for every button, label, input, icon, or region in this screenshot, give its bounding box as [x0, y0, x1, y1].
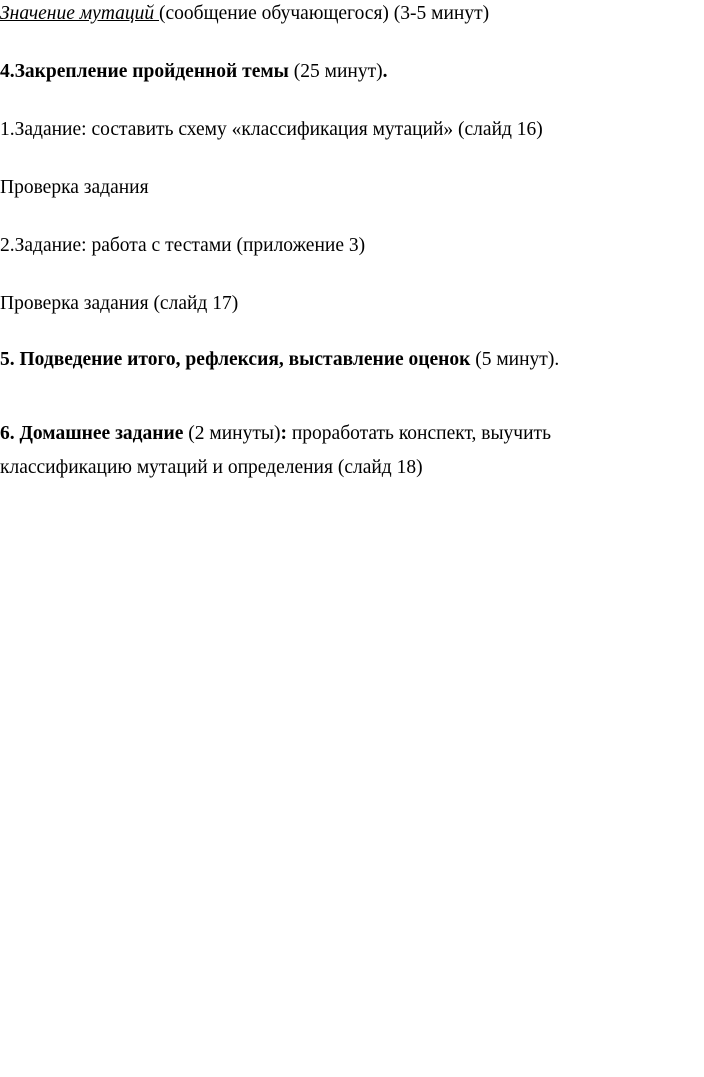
section-6-text-continued: классификацию мутаций и определения (слайд 18): [0, 457, 423, 478]
section-6-heading: [0, 422, 551, 446]
section-4-heading: [0, 60, 388, 84]
section-6-time: (2 минуты): [183, 423, 281, 444]
section-6-title: 6. Домашнее задание: [0, 423, 184, 444]
section-6-text-start: проработать конспект, выучить: [286, 423, 551, 444]
task-1-check: Проверка задания: [0, 177, 149, 198]
mutation-significance-line: [0, 2, 489, 26]
section-6-colon: :: [280, 423, 287, 444]
section-5-heading: [0, 348, 559, 372]
section-5-time: (5 минут).: [470, 349, 560, 370]
section-4-dot: .: [382, 61, 388, 82]
topic-note: (сообщение обучающегося) (3-5 минут): [159, 3, 490, 24]
section-5-title: 5. Подведение итого, рефлексия, выставление оценок: [0, 349, 471, 370]
section-4-title: 4.Закрепление пройденной темы: [0, 61, 289, 82]
topic-title: Значение мутаций: [0, 3, 160, 24]
section-4-time: (25 минут): [288, 61, 383, 82]
task-2-check: Проверка задания (слайд 17): [0, 293, 239, 314]
task-2: 2.Задание: работа с тестами (приложение 3): [0, 235, 366, 256]
task-1: 1.Задание: составить схему «классификация мутаций» (слайд 16): [0, 119, 543, 140]
